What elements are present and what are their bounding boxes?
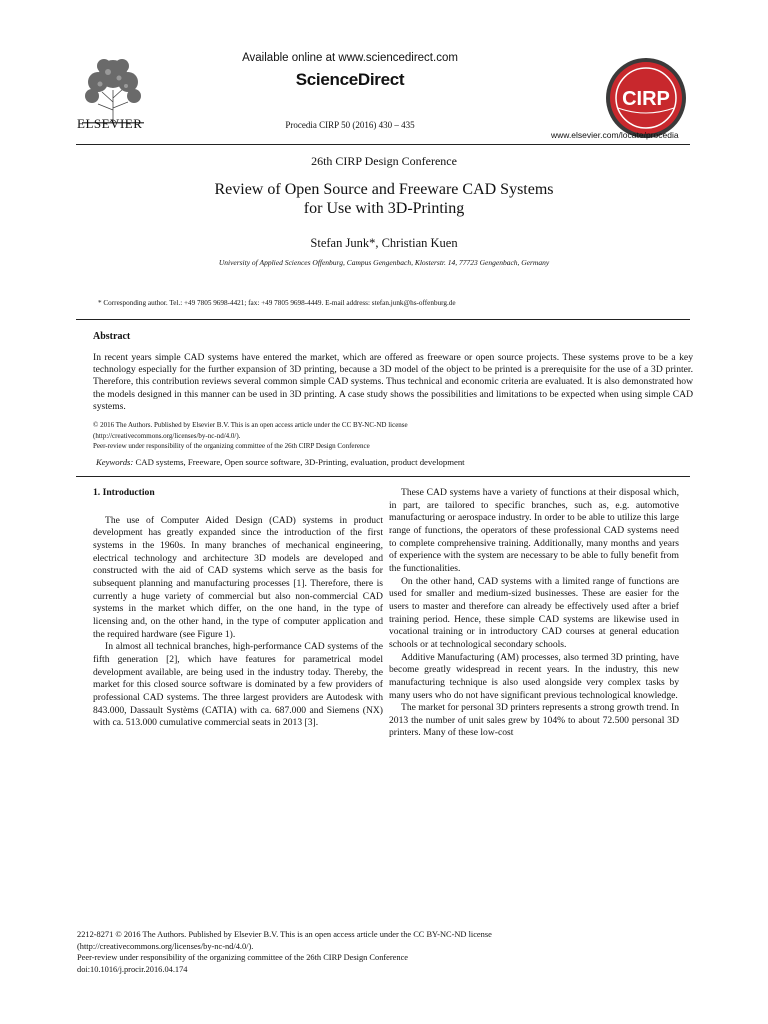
abstract-bottom-divider	[76, 476, 690, 477]
abstract-text: In recent years simple CAD systems have entered the market, which are offered as freeware or open source projects. These systems prove to be a key technology especially for the further expansion of 3D printing, because a 3D model of the object to be printed is a prerequisite for the use of a 3D printer. Therefore, this contribution reviews several common simple CAD systems. Thus technical and economic criteria are evaluated. It is also demonstrated how the models designed in this manner can be used in 3D printing. A case study shows the possibilities and limitations to be expected when using simple CAD systems.	[93, 352, 693, 412]
left-column	[93, 487, 383, 730]
keywords-list: CAD systems, Freeware, Open source software, 3D-Printing, evaluation, product development	[135, 457, 465, 467]
doi-link[interactable]: doi:10.1016/j.procir.2016.04.174	[77, 964, 188, 974]
title-line-1: Review of Open Source and Freeware CAD Systems	[214, 181, 554, 198]
journal-reference: Procedia CIRP 50 (2016) 430 – 435	[285, 120, 415, 130]
journal-url-link[interactable]: www.elsevier.com/locate/procedia	[551, 130, 679, 140]
article-title	[0, 180, 768, 218]
keywords-label: Keywords:	[96, 457, 134, 467]
paragraph: In almost all technical branches, high-performance CAD systems of the fifth generation [2], which have features for parametrical model development available, are being used in the industry today. Thereby, the market for this closed source software is dominated by a few providers of professional CAD systems. The three largest providers are Autodesk with 843.000, Dassault Systèms (CATIA) with ca. 687.000 and Siemens (NX) with ca. 513.000 cumulative commercial seats in 2013 [3].	[93, 641, 383, 729]
available-online-link[interactable]: Available online at www.sciencedirect.com	[242, 52, 458, 64]
paragraph: Additive Manufacturing (AM) processes, also termed 3D printing, have become greatly widespread in recent years. In the industry, this new manufacturing technique is also used alongside very complex tasks by many users who do not have significant previous technological knowledge.	[389, 651, 679, 701]
abstract-top-divider	[76, 319, 690, 320]
abstract-heading: Abstract	[93, 331, 131, 342]
footer-license-link[interactable]: (http://creativecommons.org/licenses/by-nc-nd/4.0/).	[77, 941, 254, 951]
paragraph: The use of Computer Aided Design (CAD) systems in product development has greatly expanded since the introduction of the first systems in the 1960s. In many branches of mechanical engineering, electrical technology and architecture 3D models are developed and constructed with the aid of CAD systems which serve as the basis for subsequent planning and manufacturing processes [1]. Therefore, there is currently a huge variety of commercial but also non-commercial CAD systems in the market which differ, on the one hand, in the type of licensing and, on the other hand, in the type of computer application and the required hardware (see Figure 1).	[93, 514, 383, 640]
title-line-2: for Use with 3D-Printing	[303, 200, 465, 217]
footer-line-3: Peer-review under responsibility of the organizing committee of the 26th CIRP Design Conference	[77, 953, 409, 962]
header-divider	[76, 144, 690, 145]
right-column	[389, 487, 679, 740]
license-link[interactable]: (http://creativecommons.org/licenses/by-nc-nd/4.0/).	[93, 431, 241, 440]
authors: Stefan Junk*, Christian Kuen	[310, 236, 458, 250]
cirp-logo-text: CIRP	[622, 88, 670, 110]
section-heading: 1. Introduction	[93, 487, 155, 498]
paragraph: On the other hand, CAD systems with a limited range of functions are used for smaller and medium-sized businesses. These are easier for the users to master and therefore can already be effectively used after a brief training period. Hence, these simple CAD systems are likewise used in vocational training or in introductory CAD courses at general education schools or at technological secondary schools.	[389, 575, 679, 650]
conference-name: 26th CIRP Design Conference	[311, 154, 457, 168]
affiliation: University of Applied Sciences Offenburg, Campus Gengenbach, Klosterstr. 14, 77723 Gengenbach, Germany	[218, 258, 550, 267]
footer-line-1: 2212-8271 © 2016 The Authors. Published by Elsevier B.V. This is an open access article under the CC BY-NC-ND license	[77, 930, 492, 939]
license-line-3: Peer-review under responsibility of the organizing committee of the 26th CIRP Design Conference	[93, 442, 370, 450]
abstract-license	[93, 420, 408, 452]
corresponding-author: * Corresponding author. Tel.: +49 7805 9698-4421; fax: +49 7805 9698-4449. E-mail address: stefan.junk@hs-offenburg.de	[98, 299, 456, 307]
footer	[77, 929, 492, 975]
paragraph: These CAD systems have a variety of functions at their disposal which, in part, are tailored to specific branches, such as, e.g. automotive manufacturing or aerospace industry. In order to be able to utilize this large range of functions, the operators of these professional CAD systems need to complete comprehensive training. Additionally, many months and years of experience with the system are necessary to be able to fully benefit from the functionalities.	[389, 487, 679, 574]
keywords	[96, 457, 465, 467]
paragraph: The market for personal 3D printers represents a strong growth trend. In 2013 the number of unit sales grew by 104% to about 72.500 personal 3D printers. Many of these low-cost	[389, 702, 679, 739]
elsevier-wordmark: ELSEVIER	[77, 116, 143, 131]
license-line-1: © 2016 The Authors. Published by Elsevier B.V. This is an open access article under the CC BY-NC-ND license	[93, 421, 408, 429]
cirp-logo	[604, 56, 688, 140]
sciencedirect-wordmark: ScienceDirect	[295, 70, 405, 89]
